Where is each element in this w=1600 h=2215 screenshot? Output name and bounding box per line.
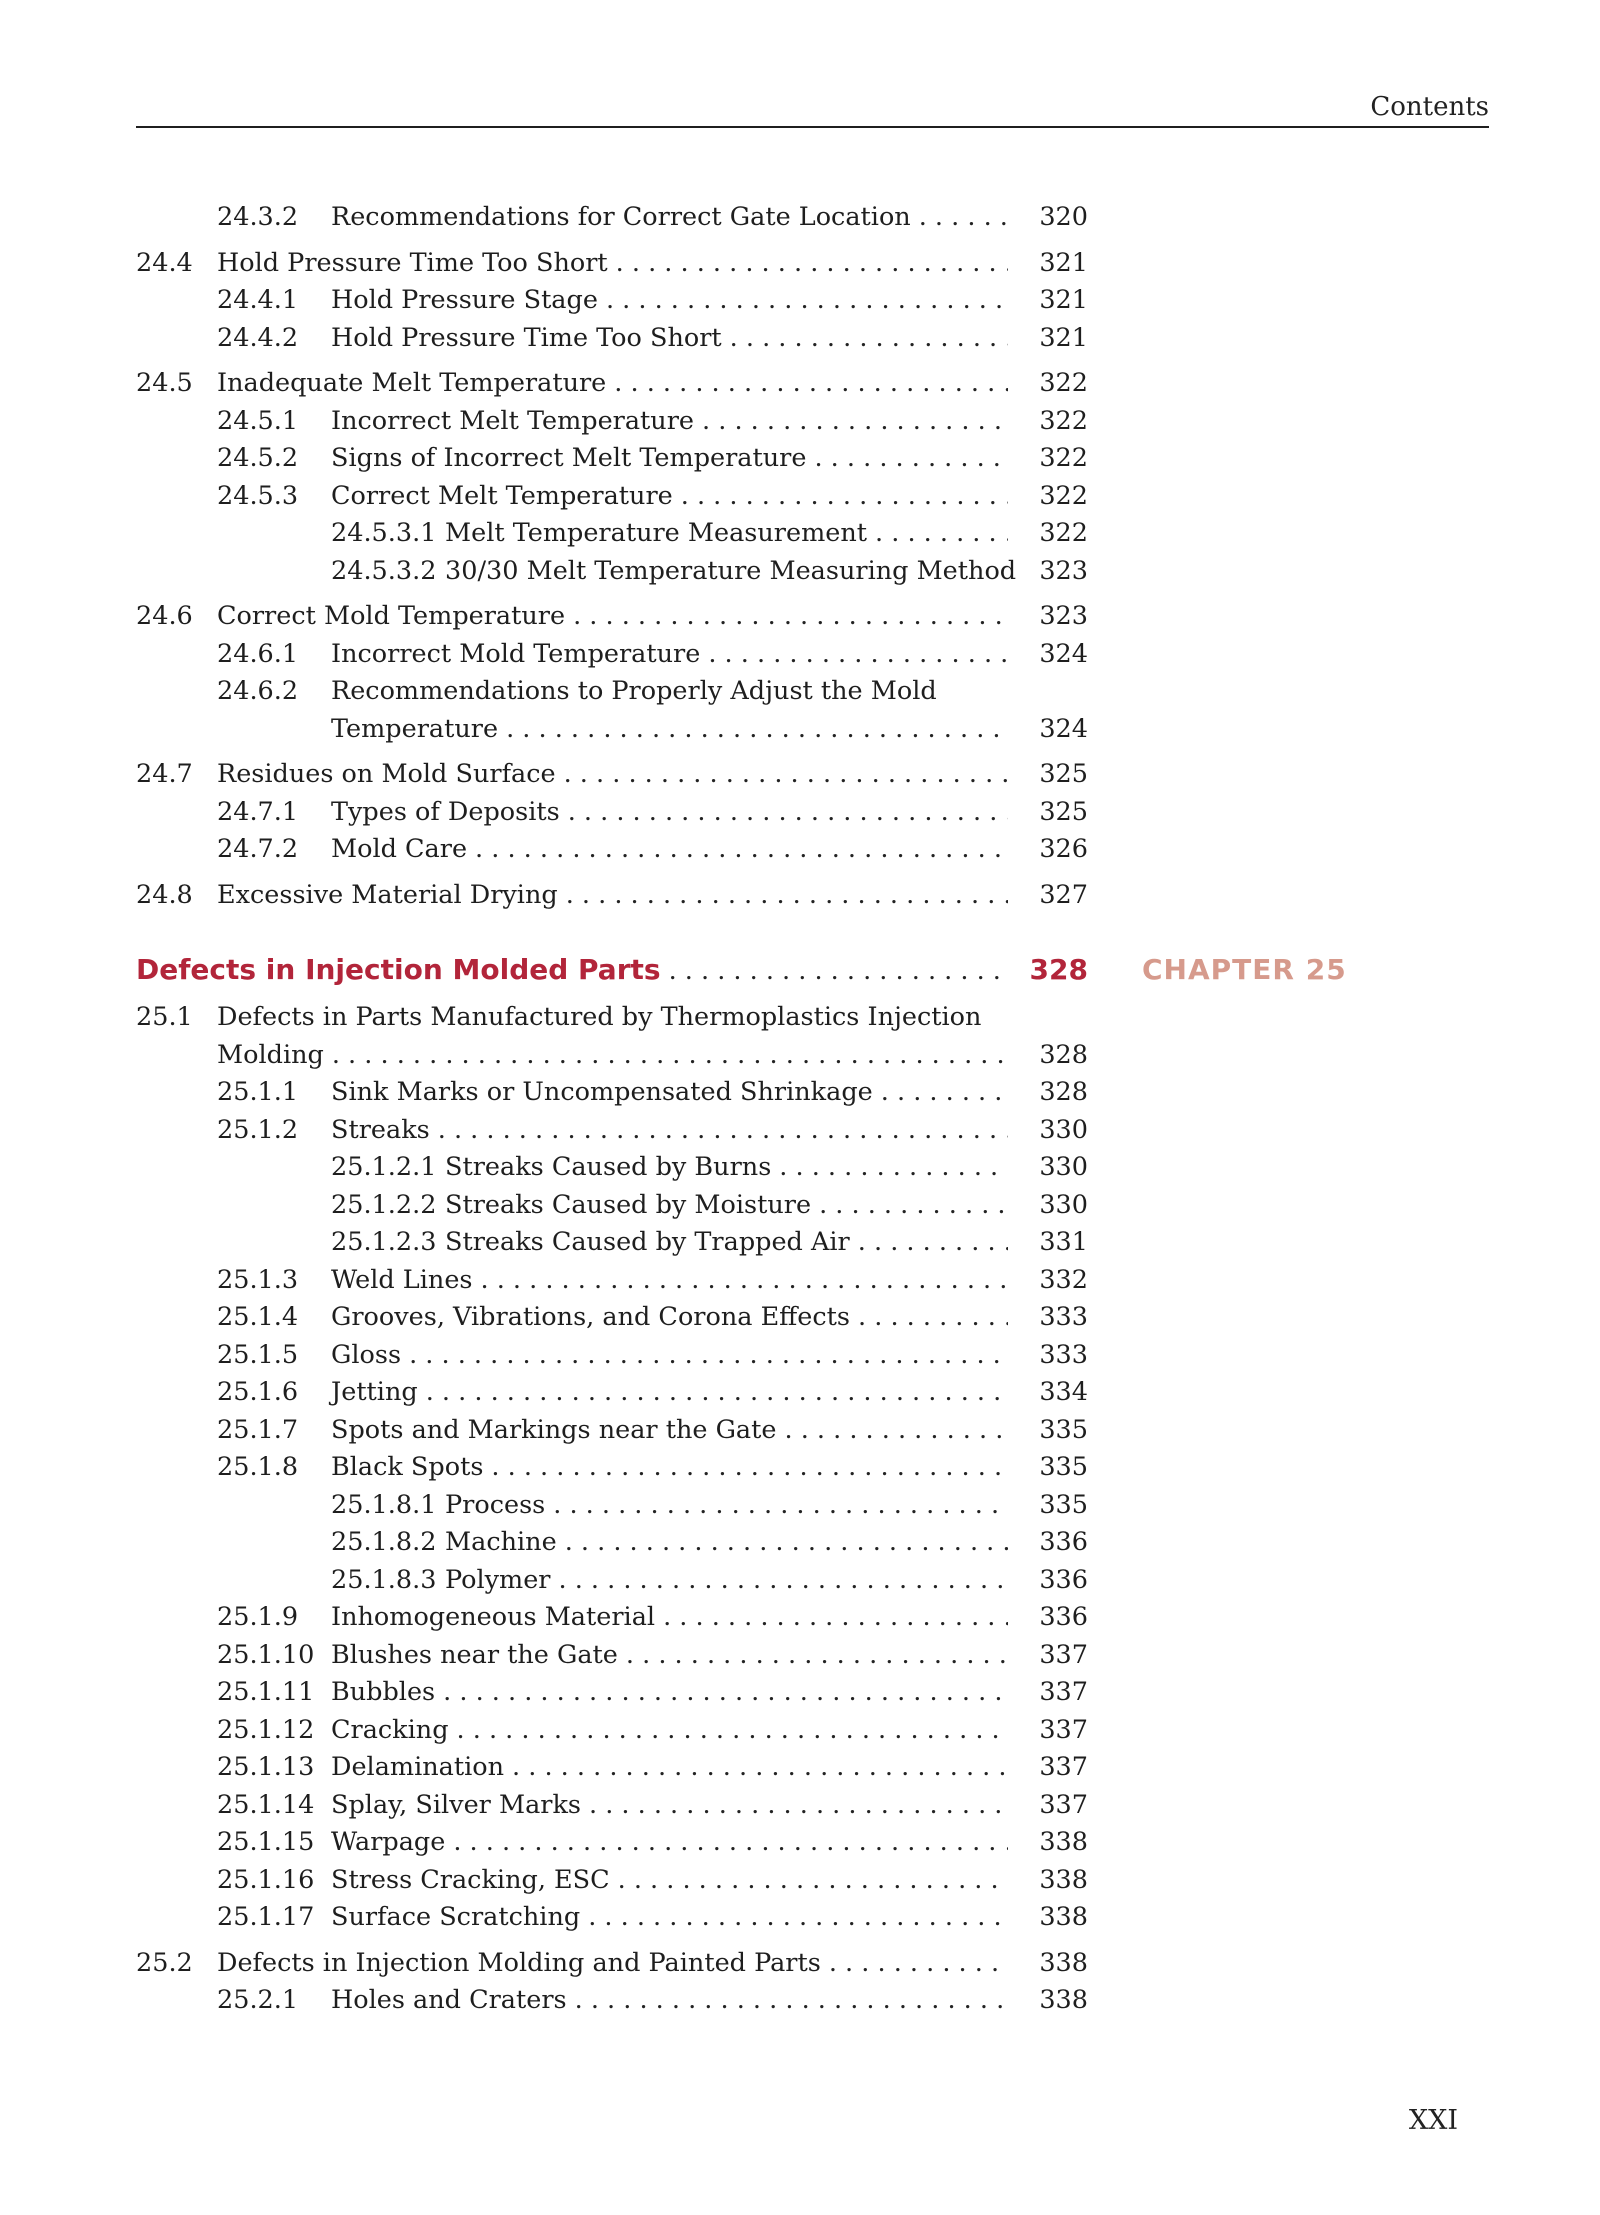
toc-entry-number: 25.1.8.2 [331,1527,437,1557]
toc-entry-title-cell [445,1562,1008,1600]
toc-entry-title-cell [445,515,1008,553]
toc-entry-title[interactable]: Grooves, Vibrations, and Corona Effects [331,1302,851,1332]
toc-entry-number: 24.6 [136,601,193,631]
toc-entry[interactable] [0,282,1600,320]
dot-leader [618,1862,1008,1900]
toc-entry-title[interactable]: Gloss [331,1339,402,1370]
toc-entry-page-number: 335 [1039,1414,1088,1445]
toc-entry-page-number: 337 [1039,1789,1088,1820]
toc-entry-page-number: 336 [1039,1527,1088,1557]
toc-entry-title-cell [331,440,1008,478]
toc-entry-title-cell [445,1149,1008,1187]
toc-entry[interactable] [0,673,1600,711]
toc-entry-number: 24.8 [136,879,193,910]
toc-entry-title-cell [331,1337,1008,1375]
toc-entry-page-number: 326 [1039,834,1088,864]
toc-entry-title[interactable]: Temperature [331,713,499,744]
toc-entry-title[interactable]: Surface Scratching [331,1902,581,1932]
toc-entry-title-cell [445,1524,1008,1562]
toc-entry-title[interactable]: Incorrect Mold Temperature [331,638,701,669]
toc-entry-page-number: 338 [1039,1902,1088,1932]
toc-entry[interactable] [0,1337,1600,1375]
toc-entry-number: 25.1.8 [217,1452,299,1482]
chapter-title-cell [136,949,1008,992]
toc-entry-number: 24.5.3.2 [331,555,437,586]
toc-entry[interactable] [0,999,1600,1037]
toc-entry[interactable] [0,1637,1600,1675]
toc-entry-page-number: 325 [1039,796,1088,827]
toc-entry[interactable] [0,440,1600,478]
toc-entry-number: 25.2 [136,1947,193,1978]
toc-entry-number: 25.1.2.2 [331,1189,437,1220]
toc-entry-page-number: 335 [1039,1452,1088,1482]
toc-entry-number: 24.7 [136,759,193,789]
toc-entry-number: 24.3.2 [217,202,299,232]
toc-entry-title-cell [217,999,1008,1037]
chapter-label: CHAPTER 25 [1142,953,1347,986]
toc-entry[interactable] [0,478,1600,516]
toc-entry[interactable] [0,1982,1600,2020]
toc-entry-title-cell [217,877,1008,915]
toc-entry-title-cell [331,1637,1008,1675]
toc-entry[interactable] [0,1524,1600,1562]
toc-entry-title-cell [217,1945,1008,1983]
toc-entry-number: 24.5.1 [217,405,299,436]
dot-leader [708,636,1008,674]
toc-entry[interactable] [0,1262,1600,1300]
toc-entry-number: 24.5 [136,368,193,398]
chapter-page-number: 328 [1029,953,1088,986]
toc-entry[interactable] [0,1899,1600,1937]
toc-entry[interactable] [0,1412,1600,1450]
toc-entry-title-cell [331,199,1008,237]
toc-entry-title-cell [331,1599,1008,1637]
toc-entry-number: 25.1.12 [217,1714,315,1745]
toc-entry-title-cell [331,478,1008,516]
toc-entry-number: 25.1.13 [217,1752,315,1782]
chapter-title[interactable]: Defects in Injection Molded Parts [136,953,661,986]
toc-entry-page-number: 331 [1039,1227,1088,1257]
toc-entry-title[interactable]: Warpage [331,1827,446,1857]
dot-leader [702,403,1008,441]
dot-leader [565,1524,1008,1562]
toc-entry-page-number: 328 [1039,1039,1088,1070]
toc-entry-title-cell [331,1824,1008,1862]
toc-entry-page-number: 321 [1039,285,1088,315]
toc-entry-page-number: 337 [1039,1639,1088,1670]
dot-leader [784,1412,1008,1450]
toc-entry-page-number: 338 [1039,1985,1088,2015]
toc-entry-number: 25.1.10 [217,1639,315,1670]
toc-entry-title-cell [445,1187,1008,1225]
toc-entry-page-number: 330 [1039,1189,1088,1220]
toc-entry-title-cell [331,282,1008,320]
dot-leader [589,1787,1008,1825]
dot-leader [819,1187,1008,1225]
toc-entry-number: 25.1.3 [217,1264,299,1295]
toc-entry-number: 24.7.2 [217,834,299,864]
toc-entry-title-cell [331,1449,1008,1487]
toc-entry-number: 24.4 [136,247,193,278]
toc-entry-title[interactable]: Delamination [331,1752,505,1782]
toc-entry-title-cell [331,1787,1008,1825]
toc-entry[interactable] [0,199,1600,237]
toc-entry-page-number: 332 [1039,1264,1088,1295]
toc-entry-title-cell [331,1374,1008,1412]
toc-entry-title[interactable]: Splay, Silver Marks [331,1789,581,1820]
toc-entry-title[interactable]: Molding [217,1039,324,1070]
toc-entry-title[interactable]: Weld Lines [331,1264,473,1295]
dot-leader [559,1562,1009,1600]
toc-entry-page-number: 338 [1039,1947,1088,1978]
running-header: Contents [1370,92,1489,122]
toc-entry[interactable] [0,1112,1600,1150]
toc-entry-title[interactable]: Excessive Material Drying [217,879,558,910]
toc-entry-title[interactable]: Machine [445,1527,557,1557]
toc-entry-title-cell [217,245,1008,283]
toc-entry-title-cell [217,598,1008,636]
toc-entry-page-number: 336 [1039,1564,1088,1595]
toc-entry-page-number: 322 [1039,443,1088,473]
toc-entry-title[interactable]: Melt Temperature Measurement [445,518,868,548]
chapter-heading-row[interactable] [0,949,1600,991]
toc-entry-title-cell [331,673,1008,711]
toc-entry[interactable] [0,1862,1600,1900]
toc-entry-title[interactable]: Residues on Mold Surface [217,759,556,789]
toc-entry[interactable] [0,794,1600,832]
toc-entry-title[interactable]: Streaks Caused by Burns [445,1152,772,1182]
toc-entry[interactable] [0,553,1600,591]
toc-entry-title[interactable]: Stress Cracking, ESC [331,1864,610,1895]
toc-entry-number: 24.5.2 [217,443,299,473]
toc-entry-page-number: 321 [1039,247,1088,278]
toc-entry-page-number: 321 [1039,322,1088,353]
toc-entry[interactable] [0,756,1600,794]
toc-entry-number: 25.1.8.1 [331,1489,437,1520]
toc-entry-title-cell [445,1224,1008,1262]
toc-entry-number: 24.4.1 [217,285,299,315]
dot-leader [614,365,1008,403]
toc-entry-page-number: 338 [1039,1864,1088,1895]
dot-leader [457,1712,1008,1750]
dot-leader [453,1824,1008,1862]
toc-entry[interactable] [0,831,1600,869]
toc-entry-number: 25.1.6 [217,1377,299,1407]
toc-entry-title[interactable]: Recommendations for Correct Gate Location [331,202,911,232]
toc-entry-number: 25.1.9 [217,1602,299,1632]
toc-entry-number: 25.1.2.3 [331,1227,437,1257]
toc-entry-number: 24.6.2 [217,676,299,706]
toc-entry-title[interactable]: Spots and Markings near the Gate [331,1414,777,1445]
dot-leader [875,515,1008,553]
toc-entry-number: 25.1.2 [217,1114,299,1145]
header-rule [136,126,1489,128]
toc-entry-number: 25.1.4 [217,1302,299,1332]
dot-leader [475,831,1008,869]
toc-entry-page-number: 322 [1039,518,1088,548]
dot-leader [566,877,1008,915]
toc-entry-title-cell [217,365,1008,403]
toc-entry-title[interactable]: Hold Pressure Time Too Short [331,322,722,353]
dot-leader [779,1149,1008,1187]
dot-leader [588,1899,1008,1937]
toc-entry-title-cell [331,831,1008,869]
toc-entry-title-cell [331,1412,1008,1450]
toc-entry-page-number: 328 [1039,1077,1088,1107]
toc-entry-page-number: 325 [1039,759,1088,789]
toc-section-chapter-25 [0,999,1600,2020]
dot-leader [506,711,1008,749]
toc-entry-number: 25.1.17 [217,1902,315,1932]
dot-leader [438,1112,1008,1150]
toc-entry-title[interactable]: Streaks Caused by Moisture [445,1189,812,1220]
table-of-contents [0,199,1600,2020]
toc-entry-number: 24.7.1 [217,796,299,827]
toc-entry-title[interactable]: Cracking [331,1714,449,1745]
toc-entry[interactable] [0,1149,1600,1187]
toc-entry-title[interactable]: 30/30 Melt Temperature Measuring Method [445,555,1017,586]
toc-entry-number: 24.4.2 [217,322,299,353]
toc-entry-page-number: 337 [1039,1714,1088,1745]
dot-leader [426,1374,1008,1412]
toc-entry-title[interactable]: Jetting [331,1377,418,1407]
toc-entry-title-cell [331,711,1008,749]
toc-entry-page-number: 336 [1039,1602,1088,1632]
toc-entry-page-number: 337 [1039,1677,1088,1707]
toc-entry-number: 25.1.11 [217,1677,315,1707]
toc-entry-title[interactable]: Inadequate Melt Temperature [217,368,607,398]
toc-entry-title-cell [217,756,1008,794]
toc-entry-page-number: 337 [1039,1752,1088,1782]
dot-leader [858,1224,1008,1262]
toc-entry[interactable] [0,1224,1600,1262]
dot-leader [568,794,1008,832]
toc-entry-title-cell [331,636,1008,674]
dot-leader [730,320,1008,358]
toc-entry[interactable] [0,636,1600,674]
toc-entry-page-number: 333 [1039,1302,1088,1332]
toc-entry-page-number: 334 [1039,1377,1088,1407]
toc-entry-title[interactable]: Holes and Craters [331,1985,567,2015]
toc-entry-title-cell [331,1982,1008,2020]
toc-entry-number: 25.1 [136,1002,193,1032]
toc-entry-number: 25.1.7 [217,1414,299,1445]
dot-leader [443,1674,1008,1712]
dot-leader [606,282,1008,320]
dot-leader [626,1637,1008,1675]
toc-entry-page-number: 324 [1039,638,1088,669]
toc-entry-number: 25.1.2.1 [331,1152,437,1182]
dot-leader [573,598,1008,636]
toc-entry-title[interactable]: Process [445,1489,546,1520]
toc-entry[interactable] [0,711,1600,749]
toc-entry-title[interactable]: Hold Pressure Stage [331,285,598,315]
toc-entry-title[interactable]: Recommendations to Properly Adjust the Mold [331,676,937,706]
toc-entry[interactable] [0,1187,1600,1225]
toc-entry[interactable] [0,515,1600,553]
toc-entry[interactable] [0,320,1600,358]
toc-entry[interactable] [0,1712,1600,1750]
toc-entry-title[interactable]: Mold Care [331,834,468,864]
toc-entry-page-number: 335 [1039,1489,1088,1520]
toc-entry[interactable] [0,1299,1600,1337]
dot-leader [512,1749,1008,1787]
toc-entry-title-cell [331,1749,1008,1787]
dot-leader [575,1982,1008,2020]
toc-entry-title[interactable]: Defects in Parts Manufactured by Thermoplastics Injection [217,1002,982,1032]
toc-entry-title-cell [445,1487,1008,1525]
toc-entry-title[interactable]: Correct Melt Temperature [331,480,673,511]
toc-entry-title-cell [217,1037,1008,1075]
toc-entry[interactable] [0,1599,1600,1637]
dot-leader [669,950,1008,992]
toc-entry-title[interactable]: Signs of Incorrect Melt Temperature [331,443,807,473]
toc-entry-number: 24.5.3.1 [331,518,437,548]
toc-entry-page-number: 330 [1039,1114,1088,1145]
toc-entry-page-number: 322 [1039,480,1088,511]
toc-entry-title[interactable]: Blushes near the Gate [331,1639,618,1670]
dot-leader [814,440,1008,478]
dot-leader [663,1599,1008,1637]
toc-entry-title-cell [445,553,1017,591]
toc-entry-page-number: 333 [1039,1339,1088,1370]
toc-entry[interactable] [0,1449,1600,1487]
toc-entry-title[interactable]: Bubbles [331,1677,436,1707]
toc-entry-page-number: 330 [1039,1152,1088,1182]
toc-entry-title-cell [331,1112,1008,1150]
dot-leader [409,1337,1008,1375]
toc-entry-number: 24.5.3 [217,480,299,511]
toc-entry-page-number: 338 [1039,1827,1088,1857]
dot-leader [681,478,1008,516]
toc-entry-title[interactable]: Streaks [331,1114,430,1145]
toc-entry-title-cell [331,1074,1008,1112]
toc-entry-title-cell [331,1862,1008,1900]
dot-leader [332,1037,1008,1075]
toc-entry[interactable] [0,1037,1600,1075]
toc-entry-number: 25.1.5 [217,1339,299,1370]
toc-entry-number: 25.1.15 [217,1827,315,1857]
toc-entry[interactable] [0,245,1600,283]
toc-entry-title-cell [331,1674,1008,1712]
dot-leader [881,1074,1008,1112]
toc-entry-title[interactable]: Hold Pressure Time Too Short [217,247,608,278]
toc-entry-title[interactable]: Polymer [445,1564,551,1595]
toc-entry-page-number: 322 [1039,405,1088,436]
dot-leader [491,1449,1008,1487]
toc-entry-title-cell [331,320,1008,358]
toc-entry-number: 25.1.14 [217,1789,315,1820]
toc-entry-page-number: 322 [1039,368,1088,398]
toc-entry-number: 25.1.8.3 [331,1564,437,1595]
toc-entry-title[interactable]: Black Spots [331,1452,484,1482]
toc-entry[interactable] [0,1487,1600,1525]
dot-leader [858,1299,1008,1337]
toc-entry-page-number: 323 [1039,555,1088,586]
toc-entry[interactable] [0,877,1600,915]
dot-leader [564,756,1008,794]
toc-entry-title-cell [331,1712,1008,1750]
toc-entry-title-cell [331,794,1008,832]
toc-entry-page-number: 327 [1039,879,1088,910]
toc-entry[interactable] [0,1562,1600,1600]
toc-entry-title[interactable]: Sink Marks or Uncompensated Shrinkage [331,1077,873,1107]
toc-entry-page-number: 320 [1039,202,1088,232]
toc-entry-title[interactable]: Types of Deposits [331,796,560,827]
toc-entry[interactable] [0,1787,1600,1825]
toc-entry-page-number: 323 [1039,601,1088,631]
toc-entry[interactable] [0,1945,1600,1983]
toc-entry-title[interactable]: Defects in Injection Molding and Painted Parts [217,1947,821,1978]
toc-entry-title[interactable]: Inhomogeneous Material [331,1602,656,1632]
toc-entry-title-cell [331,1262,1008,1300]
dot-leader [829,1945,1008,1983]
page-number: XXI [1408,2105,1458,2136]
dot-leader [481,1262,1009,1300]
toc-entry[interactable] [0,1749,1600,1787]
toc-entry[interactable] [0,1824,1600,1862]
toc-entry-page-number: 324 [1039,713,1088,744]
toc-entry[interactable] [0,598,1600,636]
dot-leader [553,1487,1008,1525]
toc-entry-title-cell [331,1899,1008,1937]
dot-leader [616,245,1008,283]
toc-entry[interactable] [0,1074,1600,1112]
toc-entry[interactable] [0,365,1600,403]
toc-entry[interactable] [0,403,1600,441]
toc-entry-number: 25.1.1 [217,1077,299,1107]
toc-entry-title-cell [331,403,1008,441]
toc-entry-title[interactable]: Streaks Caused by Trapped Air [445,1227,850,1257]
toc-entry-number: 25.2.1 [217,1985,299,2015]
toc-entry-number: 25.1.16 [217,1864,315,1895]
toc-entry[interactable] [0,1374,1600,1412]
dot-leader [919,199,1008,237]
toc-entry-title[interactable]: Correct Mold Temperature [217,601,566,631]
toc-section-chapter-24 [0,199,1600,914]
toc-entry[interactable] [0,1674,1600,1712]
toc-entry-number: 24.6.1 [217,638,299,669]
toc-entry-title-cell [331,1299,1008,1337]
toc-entry-title[interactable]: Incorrect Melt Temperature [331,405,695,436]
